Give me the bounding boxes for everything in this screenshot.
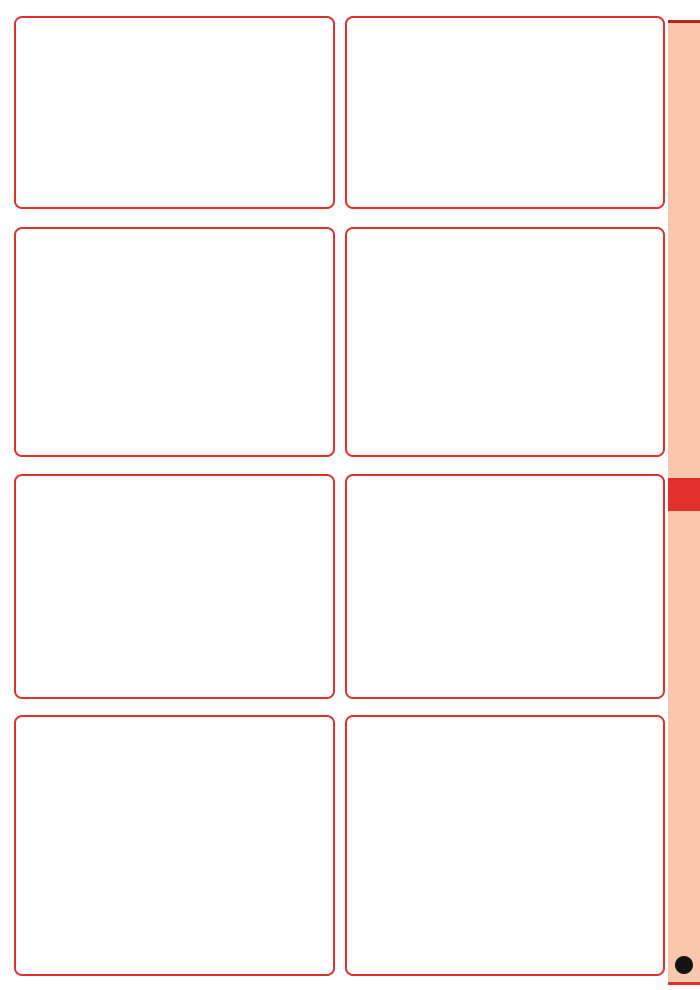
section-tab-strip — [668, 20, 700, 985]
product-panel — [345, 16, 665, 209]
strip-top-rule — [668, 20, 700, 23]
product-panel — [14, 474, 335, 699]
product-panel — [14, 227, 335, 457]
product-panel — [345, 474, 665, 699]
product-panel — [14, 16, 335, 209]
product-panel — [345, 227, 665, 457]
strip-bottom-rule — [668, 982, 700, 985]
page-number-badge — [668, 478, 700, 511]
publisher-logo — [675, 956, 693, 974]
product-panel — [345, 715, 665, 976]
product-panel — [14, 715, 335, 976]
